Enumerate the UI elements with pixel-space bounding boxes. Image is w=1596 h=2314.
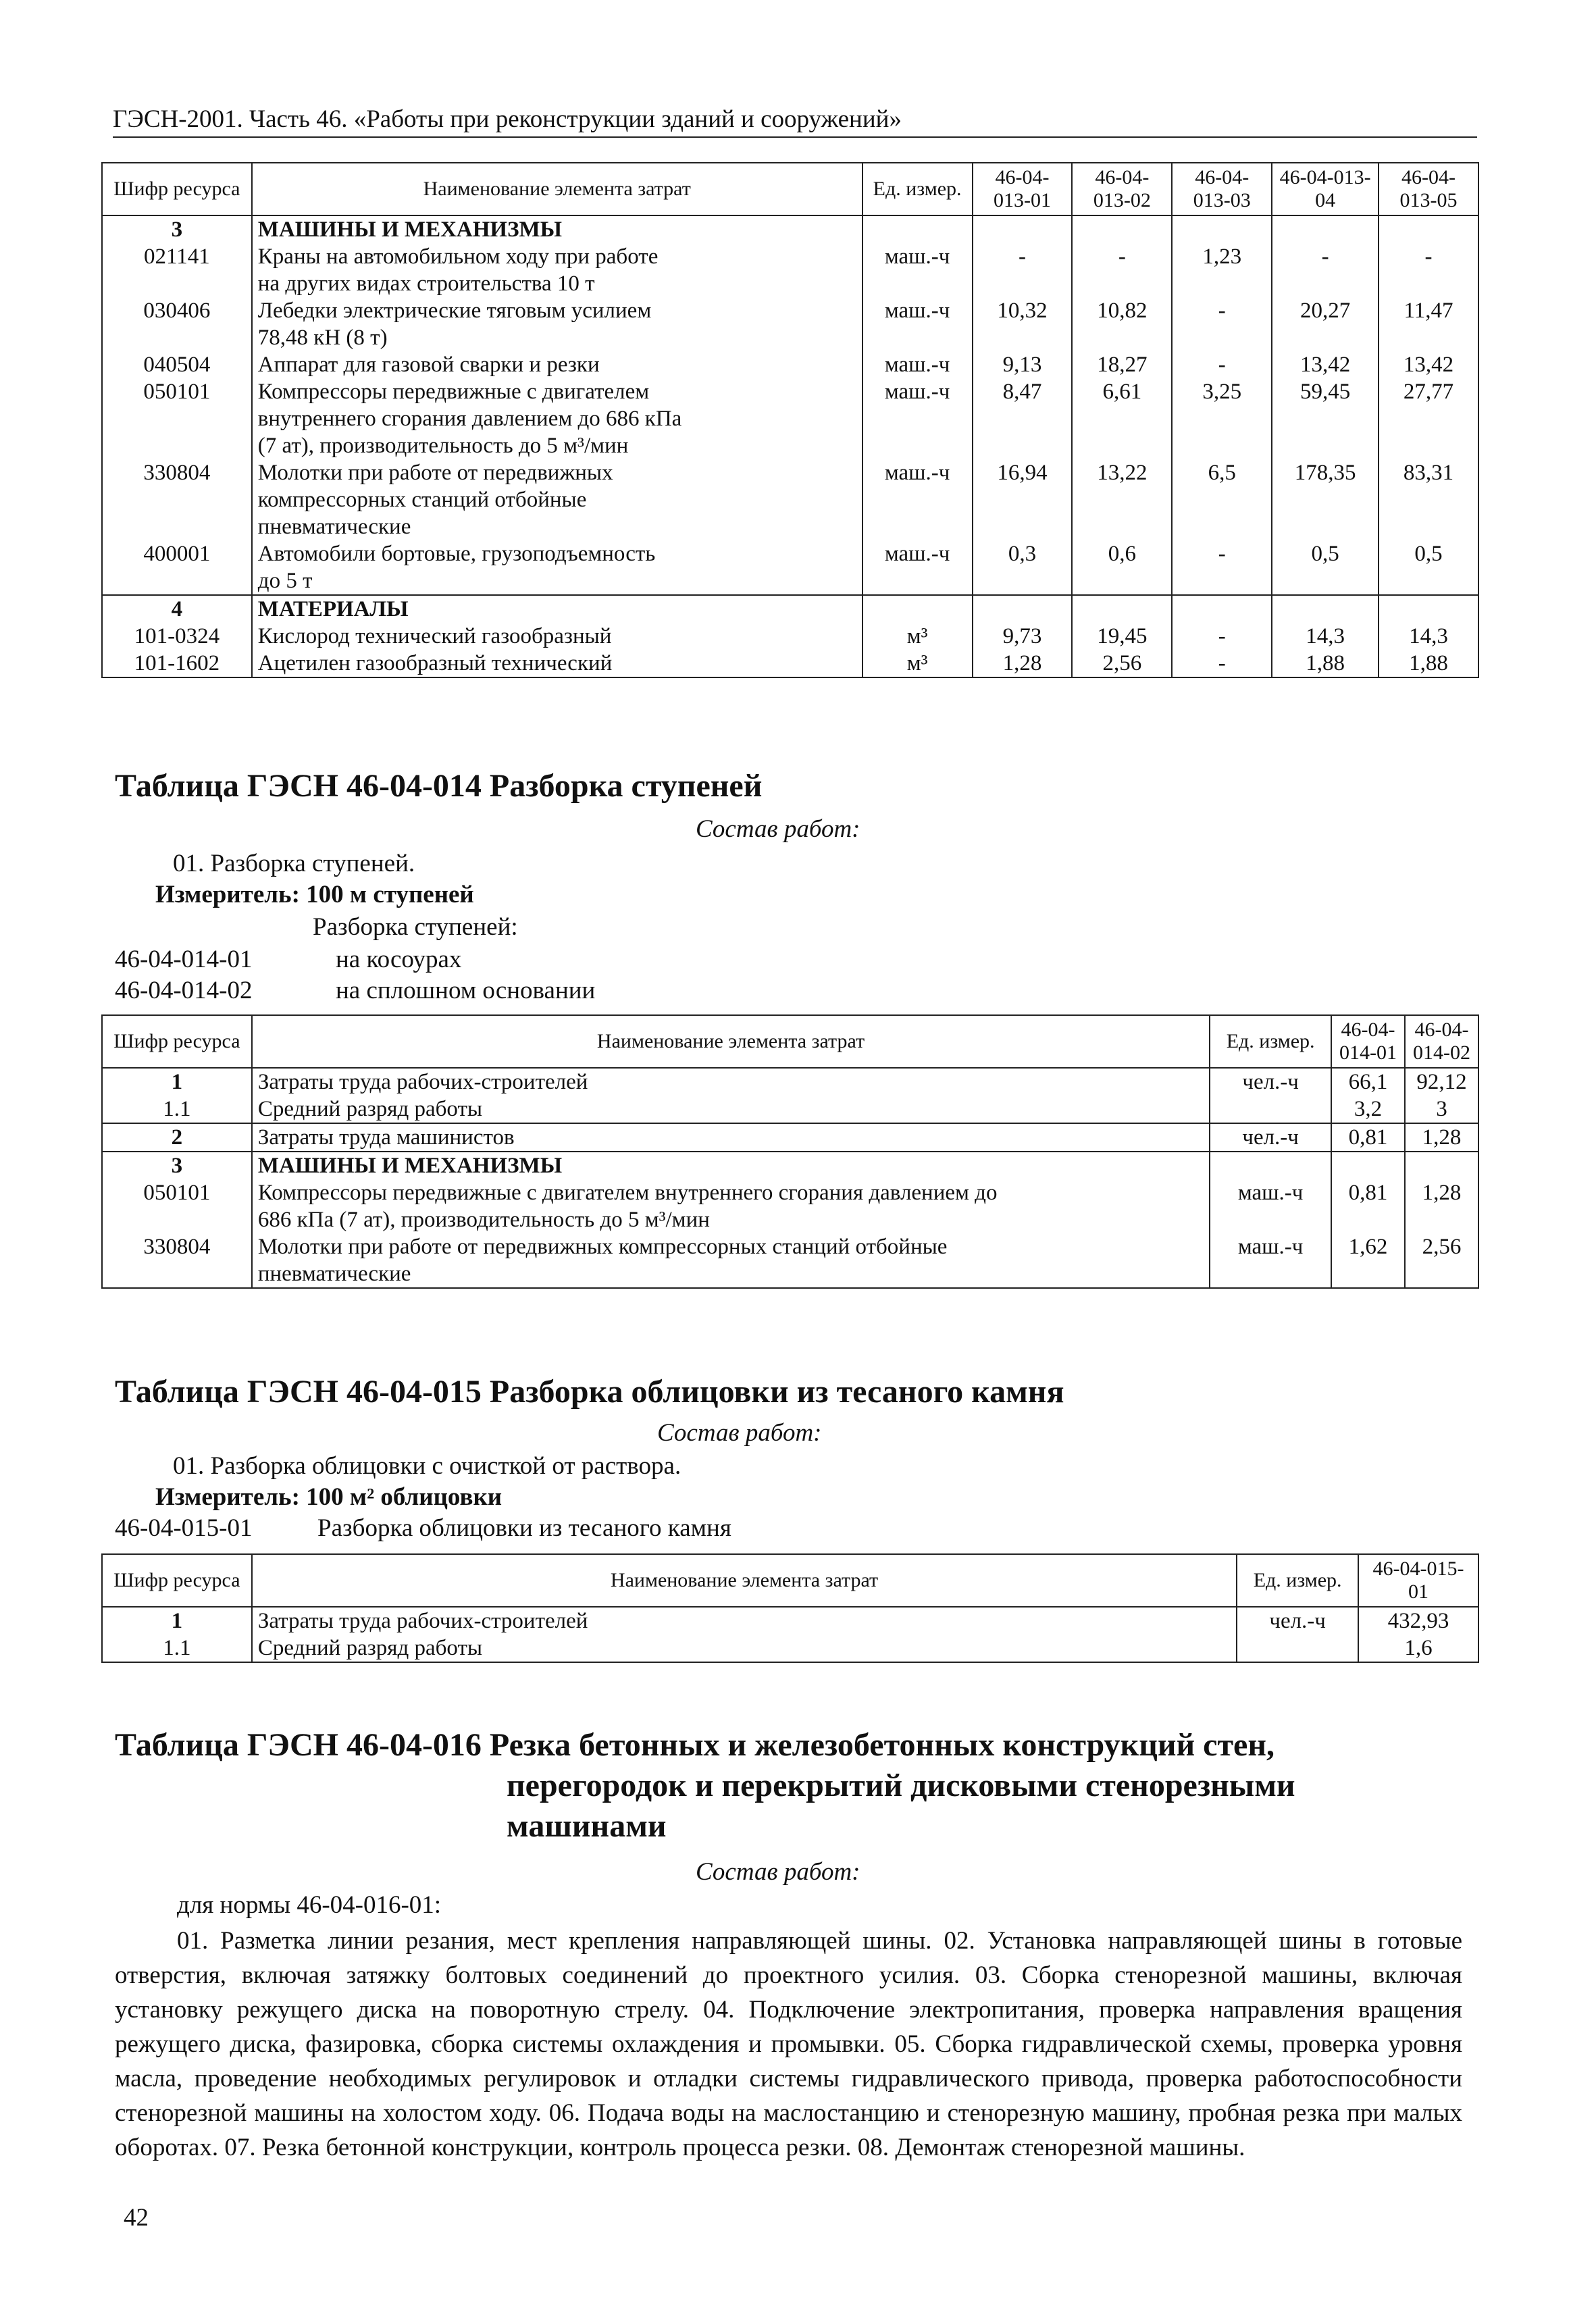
value-cell: 8,47 (973, 378, 1073, 459)
value-cell: 19,45 (1072, 623, 1172, 650)
table-46-04-014 (101, 1014, 1479, 1289)
norm-text: на косоурах (336, 946, 462, 973)
resource-code: 030406 (102, 297, 252, 351)
resource-code: 040504 (102, 351, 252, 378)
unit-cell: маш.-ч (863, 243, 973, 297)
value-cell: - (1172, 540, 1272, 595)
col-header-norm: 46-04-014-01 (1331, 1015, 1405, 1068)
work-item: 01. Разборка облицовки с очисткой от раствора. (173, 1452, 681, 1480)
table-row (102, 1635, 1478, 1662)
section-row (102, 215, 1478, 243)
resource-name: Средний разряд работы (252, 1635, 1237, 1662)
norm-text: на сплошном основании (336, 977, 596, 1004)
value-cell: 3,25 (1172, 378, 1272, 459)
unit-cell: маш.-ч (863, 378, 973, 459)
resource-name: Компрессоры передвижные с двигателем внутреннего сгорания давлением до 686 кПа (7 ат), производительность до 5 м³/мин (252, 378, 863, 459)
value-cell: - (1172, 650, 1272, 677)
unit-cell: чел.-ч (1210, 1068, 1331, 1096)
value-cell: 11,47 (1379, 297, 1478, 351)
value-cell: 14,3 (1272, 623, 1379, 650)
table-row (102, 378, 1478, 459)
value-cell: 6,5 (1172, 459, 1272, 540)
table-title-016-line3: машинами (507, 1808, 667, 1844)
unit-cell: маш.-ч (1210, 1233, 1331, 1288)
unit-cell: чел.-ч (1210, 1123, 1331, 1152)
value-cell: 13,42 (1379, 351, 1478, 378)
value-cell: 16,94 (973, 459, 1073, 540)
value-cell: 18,27 (1072, 351, 1172, 378)
value-cell: 0,3 (973, 540, 1073, 595)
value-cell: - (1172, 351, 1272, 378)
section-title: МАТЕРИАЛЫ (252, 595, 863, 623)
unit-cell: маш.-ч (1210, 1179, 1331, 1233)
unit-cell: маш.-ч (863, 459, 973, 540)
section-title: МАШИНЫ И МЕХАНИЗМЫ (252, 1152, 1210, 1179)
value-cell: 3 (1405, 1096, 1478, 1123)
value-cell: 0,6 (1072, 540, 1172, 595)
value-cell: 3,2 (1331, 1096, 1405, 1123)
value-cell: 432,93 (1358, 1607, 1478, 1635)
table-title-016-line2: перегородок и перекрытий дисковыми стенорезными (507, 1768, 1295, 1803)
resource-name: Аппарат для газовой сварки и резки (252, 351, 863, 378)
col-header-unit: Ед. измер. (1210, 1015, 1331, 1068)
resource-name: Краны на автомобильном ходу при работе на других видах строительства 10 т (252, 243, 863, 297)
resource-name: Затраты труда рабочих-строителей (252, 1607, 1237, 1635)
composition-label: Состав работ: (696, 1858, 860, 1886)
resource-code: 101-1602 (102, 650, 252, 677)
col-header-name: Наименование элемента затрат (252, 163, 863, 215)
value-cell: - (973, 243, 1073, 297)
resource-code: 1.1 (102, 1635, 252, 1662)
norm-code: 46-04-014-01 (115, 946, 253, 973)
value-cell: 1,62 (1331, 1233, 1405, 1288)
col-header-norm: 46-04-015-01 (1358, 1554, 1478, 1607)
resource-name: Молотки при работе от передвижных компрессорных станций отбойные пневматические (252, 459, 863, 540)
value-cell: 2,56 (1405, 1233, 1478, 1288)
unit-cell: маш.-ч (863, 297, 973, 351)
value-cell: 0,5 (1379, 540, 1478, 595)
section-row (102, 595, 1478, 623)
resource-name: Автомобили бортовые, грузоподъемность до 5 т (252, 540, 863, 595)
value-cell: 83,31 (1379, 459, 1478, 540)
table-title-014: Таблица ГЭСН 46-04-014 Разборка ступеней (115, 768, 763, 804)
value-cell: 1,6 (1358, 1635, 1478, 1662)
col-header-unit: Ед. измер. (863, 163, 973, 215)
table-row (102, 351, 1478, 378)
col-header-unit: Ед. измер. (1237, 1554, 1358, 1607)
resource-name: Средний разряд работы (252, 1096, 1210, 1123)
col-header-name: Наименование элемента затрат (252, 1554, 1237, 1607)
page-number: 42 (124, 2204, 149, 2232)
value-cell: 0,5 (1272, 540, 1379, 595)
col-header-norm: 46-04-013-05 (1379, 163, 1478, 215)
table-row (102, 540, 1478, 595)
resource-name: Лебедки электрические тяговым усилием 78,48 кН (8 т) (252, 297, 863, 351)
unit-cell: м³ (863, 623, 973, 650)
col-header-code: Шифр ресурса (102, 1554, 252, 1607)
value-cell: - (1172, 623, 1272, 650)
table-row (102, 623, 1478, 650)
norm-subtitle: Разборка ступеней: (313, 913, 518, 941)
value-cell: 92,12 (1405, 1068, 1478, 1096)
col-header-norm: 46-04-013-02 (1072, 163, 1172, 215)
table-row (102, 1068, 1478, 1096)
resource-code: 1 (102, 1607, 252, 1635)
table-row (102, 297, 1478, 351)
value-cell: 1,28 (973, 650, 1073, 677)
norm-text: Разборка облицовки из тесаного камня (317, 1514, 731, 1542)
section-code: 4 (102, 595, 252, 623)
unit-cell: м³ (863, 650, 973, 677)
value-cell: 13,42 (1272, 351, 1379, 378)
resource-code: 050101 (102, 378, 252, 459)
norm-code: 46-04-014-02 (115, 977, 253, 1004)
norm-label: для нормы 46-04-016-01: (177, 1891, 442, 1919)
resource-code: 021141 (102, 243, 252, 297)
value-cell: - (1272, 243, 1379, 297)
value-cell: 9,73 (973, 623, 1073, 650)
resource-code: 1 (102, 1068, 252, 1096)
resource-code: 330804 (102, 1233, 252, 1288)
norm-code: 46-04-015-01 (115, 1514, 253, 1542)
meter-label: Измеритель: 100 м ступеней (155, 881, 474, 908)
value-cell: 0,81 (1331, 1179, 1405, 1233)
col-header-norm: 46-04-013-04 (1272, 163, 1379, 215)
col-header-code: Шифр ресурса (102, 163, 252, 215)
table-46-04-015 (101, 1553, 1479, 1663)
value-cell: 1,28 (1405, 1123, 1478, 1152)
value-cell: - (1379, 243, 1478, 297)
section-code: 3 (102, 1152, 252, 1179)
value-cell: 178,35 (1272, 459, 1379, 540)
value-cell: 14,3 (1379, 623, 1478, 650)
composition-label: Состав работ: (696, 815, 860, 843)
table-row (102, 1096, 1478, 1123)
table-row (102, 1123, 1478, 1152)
value-cell: 6,61 (1072, 378, 1172, 459)
value-cell: 1,88 (1272, 650, 1379, 677)
col-header-code: Шифр ресурса (102, 1015, 252, 1068)
work-composition-text: 01. Разметка линии резания, мест крепления направляющей шины. 02. Установка направляющей шины в готовые отверстия, включая затяжку болтовых соединений до проектного усилия. 03. Сборка стенорезной машины, включая установку режущего диска на поворотную стрелу. 04. Подключение электропитания, проверка направления вращения режущего диска, фазировка, сборка системы охлаждения и промывки. 05. Сборка гидравлической схемы, проверка уровня масла, проведение необходимых регулировок и отладки системы гидравлического привода, проверка работоспособности стенорезной машины на холостом ходу. 06. Подача воды на маслостанцию и стенорезную машину, пробная резка при малых оборотах. 07. Резка бетонной конструкции, контроль процесса резки. 08. Демонтаж стенорезной машины. (115, 1927, 1462, 2161)
unit-cell: маш.-ч (863, 540, 973, 595)
table-row (102, 243, 1478, 297)
table-title-016: Таблица ГЭСН 46-04-016 Резка бетонных и железобетонных конструкций стен, (115, 1727, 1275, 1763)
value-cell: 0,81 (1331, 1123, 1405, 1152)
resource-code: 101-0324 (102, 623, 252, 650)
table-46-04-013 (101, 162, 1479, 678)
value-cell: 1,88 (1379, 650, 1478, 677)
section-code: 3 (102, 215, 252, 243)
col-header-norm: 46-04-013-03 (1172, 163, 1272, 215)
value-cell: 1,23 (1172, 243, 1272, 297)
resource-code: 330804 (102, 459, 252, 540)
table-row (102, 459, 1478, 540)
value-cell: 10,32 (973, 297, 1073, 351)
value-cell: 10,82 (1072, 297, 1172, 351)
table-header-row (102, 1015, 1478, 1068)
value-cell: 2,56 (1072, 650, 1172, 677)
unit-cell: чел.-ч (1237, 1607, 1358, 1635)
table-row (102, 1233, 1478, 1288)
value-cell: 27,77 (1379, 378, 1478, 459)
resource-code: 400001 (102, 540, 252, 595)
resource-name: Кислород технический газообразный (252, 623, 863, 650)
value-cell: - (1172, 297, 1272, 351)
value-cell: 66,1 (1331, 1068, 1405, 1096)
value-cell: 20,27 (1272, 297, 1379, 351)
resource-code: 050101 (102, 1179, 252, 1233)
resource-name: Затраты труда рабочих-строителей (252, 1068, 1210, 1096)
resource-code: 2 (102, 1123, 252, 1152)
composition-label: Состав работ: (657, 1419, 822, 1447)
resource-name: Ацетилен газообразный технический (252, 650, 863, 677)
table-header-row (102, 163, 1478, 215)
col-header-norm: 46-04-014-02 (1405, 1015, 1478, 1068)
table-title-015: Таблица ГЭСН 46-04-015 Разборка облицовки из тесаного камня (115, 1374, 1064, 1410)
resource-code: 1.1 (102, 1096, 252, 1123)
table-row (102, 650, 1478, 677)
meter-label: Измеритель: 100 м² облицовки (155, 1483, 503, 1511)
section-row (102, 1152, 1478, 1179)
table-header-row (102, 1554, 1478, 1607)
running-header: ГЭСН-2001. Часть 46. «Работы при реконструкции зданий и сооружений» (113, 105, 1477, 138)
resource-name: Молотки при работе от передвижных компрессорных станций отбойные пневматические (252, 1233, 1210, 1288)
col-header-name: Наименование элемента затрат (252, 1015, 1210, 1068)
col-header-norm: 46-04-013-01 (973, 163, 1073, 215)
section-title: МАШИНЫ И МЕХАНИЗМЫ (252, 215, 863, 243)
table-row (102, 1179, 1478, 1233)
value-cell: 59,45 (1272, 378, 1379, 459)
work-item: 01. Разборка ступеней. (173, 850, 415, 877)
value-cell: 13,22 (1072, 459, 1172, 540)
unit-cell: маш.-ч (863, 351, 973, 378)
value-cell: - (1072, 243, 1172, 297)
value-cell: 1,28 (1405, 1179, 1478, 1233)
resource-name: Компрессоры передвижные с двигателем внутреннего сгорания давлением до 686 кПа (7 ат), производительность до 5 м³/мин (252, 1179, 1210, 1233)
value-cell: 9,13 (973, 351, 1073, 378)
table-row (102, 1607, 1478, 1635)
resource-name: Затраты труда машинистов (252, 1123, 1210, 1152)
